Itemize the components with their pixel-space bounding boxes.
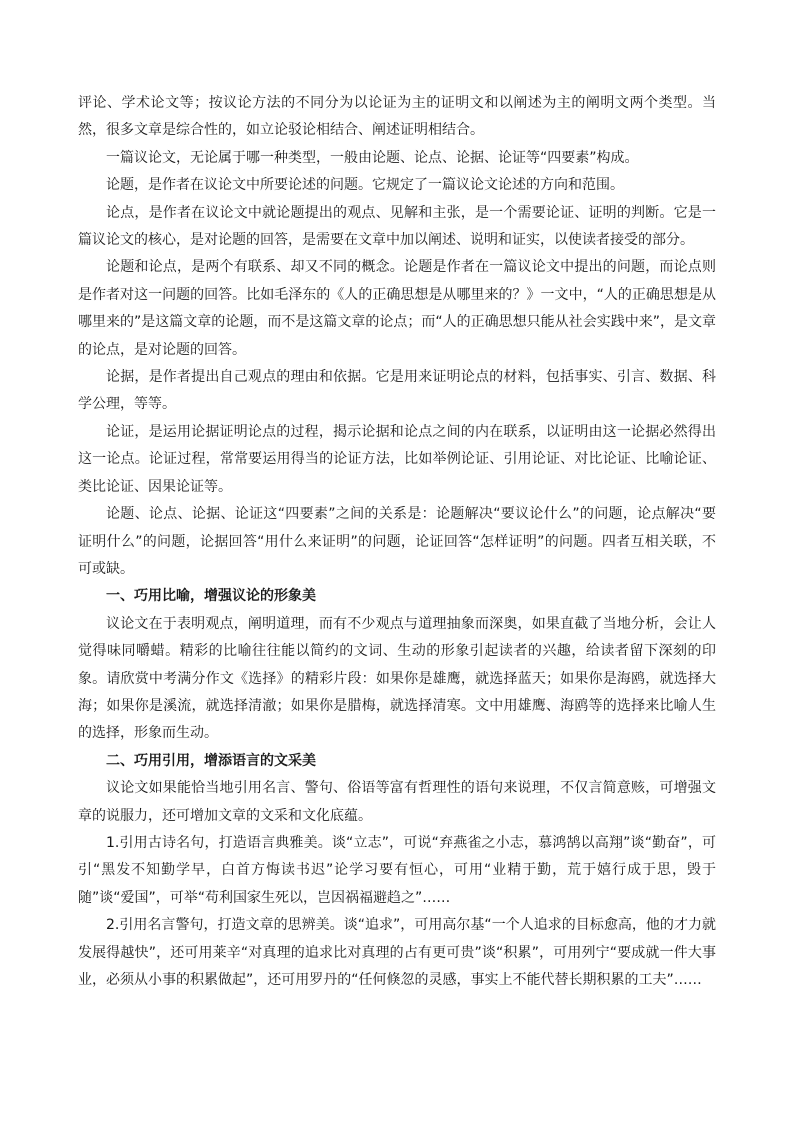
- paragraph-elements-relationship: 论题、论点、论据、论证这“四要素”之间的关系是：论题解决“要议论什么”的问题，论点解决“要证明什么”的问题，论据回答“用什么来证明”的问题，论证回答“怎样证明”的问题。四者互相关联，不可或缺。: [78, 506, 716, 577]
- paragraph-quotation-intro: 议论文如果能恰当地引用名言、警句、俗语等富有哲理性的语句来说理，不仅言简意赅，可增强文章的说服力，还可增加文章的文采和文化底蕴。: [78, 780, 716, 824]
- paragraph-argumentation-definition: 论证，是运用论据证明论点的过程，揭示论据和论点之间的内在联系，以证明由这一论据必然得出这一论点。论证过程，常常要运用得当的论证方法，比如举例论证、引用论证、对比论证、比喻论证、类比论证、因果论证等。: [78, 423, 716, 495]
- paragraph-quotation-aphorisms: 2.引用名言警句，打造文章的思辨美。谈“追求”，可用高尔基“一个人追求的目标愈高，他的才力就发展得越快”，还可用莱辛“对真理的追求比对真理的占有更可贵”谈“积累”，可用列宁“要成就一件大事业，必须从小事的积累做起”，还可用罗丹的“任何倏忽的灵感，事实上不能代替长期积累的工夫”……: [78, 917, 716, 988]
- paragraph-genre-types: 评论、学术论文等；按议论方法的不同分为以论证为主的证明文和以阐述为主的阐明文两个类型。当然，很多文章是综合性的，如立论驳论相结合、阐述证明相结合。: [78, 95, 716, 139]
- paragraph-quotation-poetry: 1.引用古诗名句，打造语言典雅美。谈“立志”，可说“弃燕雀之小志，慕鸿鹄以高翔”谈“勤奋”，可引“黑发不知勤学早，白首方悔读书迟”论学习要有恒心，可用“业精于勤，荒于嬉行成于思，毁于随”谈“爱国”，可举“苟利国家生死以，岂因祸福避趋之”……: [78, 834, 716, 906]
- section-heading-quotation: 二、巧用引用，增添语言的文采美: [106, 752, 316, 769]
- paragraph-metaphor-example: 议论文在于表明观点，阐明道理，而有不少观点与道理抽象而深奥，如果直截了当地分析，会让人觉得味同嚼蜡。精彩的比喻往往能以简约的文词、生动的形象引起读者的兴趣，给读者留下深刻的印象。请欣赏中考满分作文《选择》的精彩片段：如果你是雄鹰，就选择蓝天；如果你是海鸥，就选择大海；如果你是溪流，就选择清澈；如果你是腊梅，就选择清寒。文中用雄鹰、海鸥等的选择来比喻人生的选择，形象而生动。: [78, 615, 716, 742]
- paragraph-four-elements: 一篇议论文，无论属于哪一种类型，一般由论题、论点、论据、论证等“四要素”构成。: [106, 149, 639, 166]
- paragraph-topic-vs-thesis: 论题和论点，是两个有联系、却又不同的概念。论题是作者在一篇议论文中提出的问题，而论点则是作者对这一问题的回答。比如毛泽东的《人的正确思想是从哪里来的？》一文中，“人的正确思想是从哪里来的”是这篇文章的论题，而不是这篇文章的论点；而“人的正确思想只能从社会实践中来”，是文章的论点，是对论题的回答。: [78, 259, 716, 358]
- section-heading-metaphor: 一、巧用比喻，增强议论的形象美: [106, 588, 316, 605]
- document-body: [78, 90, 716, 994]
- paragraph-topic-definition: 论题，是作者在议论文中所要论述的问题。它规定了一篇议论文论述的方向和范围。: [106, 177, 624, 194]
- paragraph-thesis-definition: 论点，是作者在议论文中就论题提出的观点、见解和主张，是一个需要论证、证明的判断。它是一篇议论文的核心，是对论题的回答，是需要在文章中加以阐述、说明和证实，以使读者接受的部分。: [78, 204, 716, 249]
- paragraph-evidence-definition: 论据，是作者提出自己观点的理由和依据。它是用来证明论点的材料，包括事实、引言、数据、科学公理，等等。: [78, 369, 716, 413]
